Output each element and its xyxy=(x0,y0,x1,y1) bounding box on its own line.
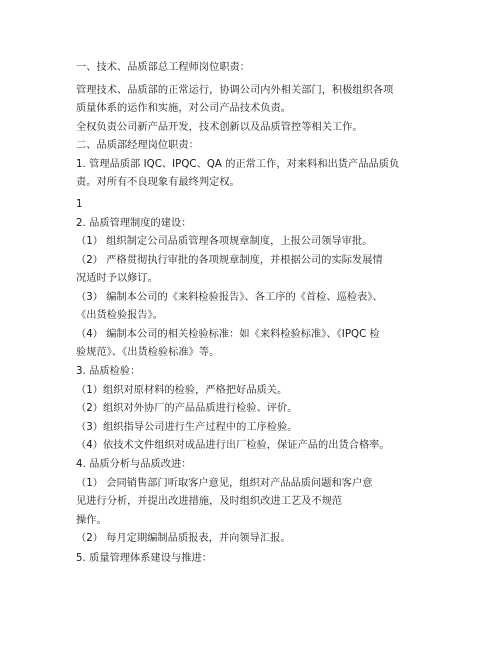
text-line: 《出货检验报告》。 xyxy=(76,310,164,321)
text-line: 操作。 xyxy=(76,515,107,526)
text-line: 1. 管理品质部 IQC、IPQC、QA 的正常工作，对来料和出货产品品质负 xyxy=(76,159,400,170)
text-line: 见进行分析，并提出改进措施，及时组织改进工艺及不规范 xyxy=(76,496,343,507)
text-line: 全权负责公司新产品开发，技术创新以及品质管控等相关工作。 xyxy=(76,122,363,133)
text-line: （4）依技术文件组织对成品进行出厂检验，保证产品的出货合格率。 xyxy=(76,440,390,451)
text-line: （1） 组织制定公司品质管理各项规章制度，上报公司领导审批。 xyxy=(76,236,373,247)
text-line: （3）组织指导公司进行生产过程中的工序检验。 xyxy=(76,422,298,433)
text-line: 质量体系的运作和实施，对公司产品技术负责。 xyxy=(76,103,291,114)
text-line: 况适时予以修订。 xyxy=(76,273,158,284)
text-line: 2. 品质管理制度的建设： xyxy=(76,218,192,229)
text-line: 3. 品质检验： xyxy=(76,366,141,377)
text-line: 责。对所有不良现象有最终判定权。 xyxy=(76,177,240,188)
text-line: （2） 每月定期编制品质报表，并向领导汇报。 xyxy=(76,533,291,544)
text-line: 二、品质部经理岗位职责： xyxy=(76,140,199,151)
text-line: （1） 会同销售部门听取客户意见，组织对产品品质问题和客户意 xyxy=(76,478,373,489)
text-line: （3） 编制本公司的《来料检验报告》、各工序的《首检、巡检表》、 xyxy=(76,292,383,303)
text-line: 验规范》、《出货检验标准》等。 xyxy=(76,347,220,358)
text-line: 5. 质量管理体系建设与推进： xyxy=(76,553,212,564)
text-line: （1）组织对原材料的检验，严格把好品质关。 xyxy=(76,385,288,396)
text-line: （2） 严格贯彻执行审批的各项规章制度，并根据公司的实际发展情 xyxy=(76,255,383,266)
text-line: 管理技术、品质部的正常运行，协调公司内外相关部门，积极组织各项 xyxy=(76,85,394,96)
text-line: （4） 编制本公司的相关检验标准：如《来料检验标准》、《IPQC 检 xyxy=(76,329,380,340)
text-line: （2）组织对外协厂的产品品质进行检验、评价。 xyxy=(76,403,298,414)
text-line: 一、技术、品质部总工程师岗位职责： xyxy=(76,62,251,73)
page-number: 1 xyxy=(76,199,83,210)
text-line: 4. 品质分析与品质改进： xyxy=(76,459,192,470)
